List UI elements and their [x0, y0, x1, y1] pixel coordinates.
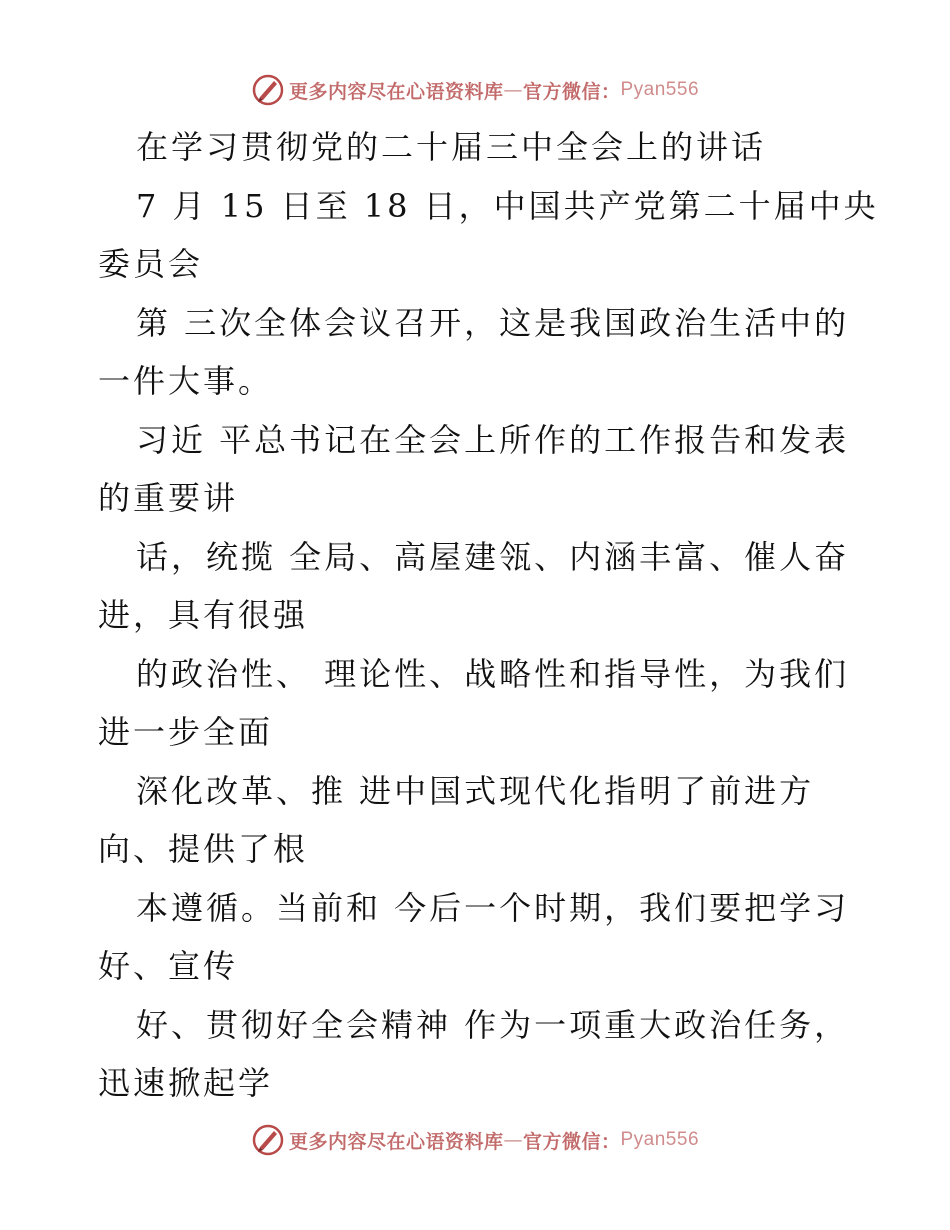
- watermark-separator: —: [503, 79, 523, 101]
- document-body: [98, 118, 888, 1113]
- text-line: 一件大事。: [98, 362, 274, 400]
- text-line: 迅速掀起学: [98, 1064, 274, 1102]
- text-line: 习近 平总书记在全会上所作的工作报告和发表: [136, 420, 850, 459]
- text-line: 深化改革、推 进中国式现代化指明了前进方: [136, 771, 815, 810]
- text-line: 进，具有很强: [98, 596, 309, 634]
- footer-watermark: [0, 1120, 950, 1160]
- text-line: 的重要讲: [98, 479, 239, 517]
- text-line: 在学习贯彻党的二十届三中全会上的讲话: [136, 128, 767, 166]
- pen-logo-icon: [251, 1123, 285, 1157]
- pen-logo-icon: [251, 73, 285, 107]
- watermark-text: 更多内容尽在心语资料库: [288, 1130, 504, 1153]
- watermark-wechat-id: Pyan556: [620, 79, 700, 100]
- text-line: 的政治性、 理论性、战略性和指导性，为我们: [136, 654, 850, 693]
- watermark-wechat-label: 官方微信：: [522, 80, 621, 103]
- text-line: 好、宣传: [98, 947, 239, 985]
- text-line: 向、提供了根: [98, 830, 309, 868]
- text-line: 委员会: [98, 245, 204, 283]
- text-line: 本遵循。当前和 今后一个时期，我们要把学习: [136, 888, 850, 927]
- watermark-text: 更多内容尽在心语资料库: [288, 80, 504, 103]
- text-line: 进一步全面: [98, 713, 274, 751]
- text-line: 第 三次全体会议召开，这是我国政治生活中的: [136, 303, 850, 342]
- watermark-wechat-id: Pyan556: [620, 1129, 700, 1150]
- watermark-separator: —: [503, 1129, 523, 1151]
- header-watermark: [0, 70, 950, 110]
- text-line: 7 月 15 日至 18 日，中国共产党第二十届中央: [136, 186, 879, 225]
- watermark-wechat-label: 官方微信：: [522, 1130, 621, 1153]
- text-line: 话，统揽 全局、高屋建瓴、内涵丰富、催人奋: [136, 537, 850, 576]
- text-line: 好、贯彻好全会精神 作为一项重大政治任务，: [136, 1005, 850, 1044]
